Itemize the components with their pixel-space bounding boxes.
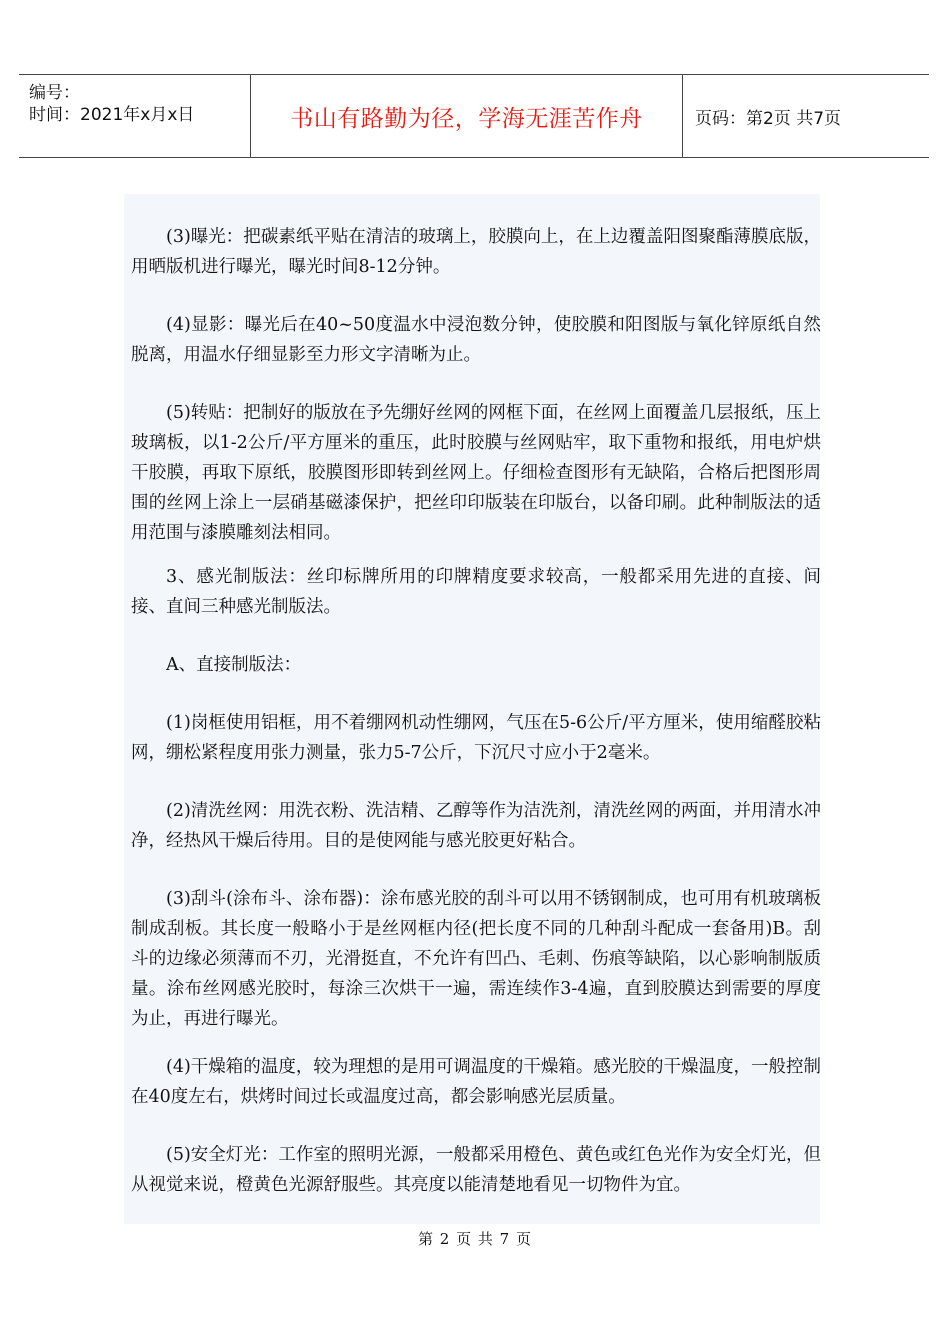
- paragraph-photosensitive-method: 3、感光制版法：丝印标牌所用的印牌精度要求较高，一般都采用先进的直接、间接、直间三种感光制版法。: [131, 567, 821, 617]
- paragraph-safety-light: (5)安全灯光：工作室的照明光源，一般都采用橙色、黄色或红色光作为安全灯光，但从视觉来说，橙黄色光源舒服些。其亮度以能清楚地看见一切物件为宜。: [131, 1145, 821, 1195]
- section-heading-direct-method: A、直接制版法：: [166, 655, 302, 675]
- paragraph-exposure: (3)曝光：把碳素纸平贴在清洁的玻璃上，胶膜向上，在上边覆盖阳图聚酯薄膜底版，用晒版机进行曝光，曝光时间8-12分钟。: [131, 227, 821, 277]
- page-info-label: 页码：第2页 共7页: [695, 108, 842, 129]
- paragraph-coating-trough: (3)刮斗(涂布斗、涂布器)：涂布感光胶的刮斗可以用不锈钢制成，也可用有机玻璃板制成刮板。其长度一般略小于是丝网框内径(把长度不同的几种刮斗配成一套备用)B。刮斗的边缘必须薄而不刃，光滑挺直，不允许有凹凸、毛刺、伤痕等缺陷，以心影响制版质量。涂布丝网感光胶时，每涂三次烘干一遍，需连续作3-4遍，直到胶膜达到需要的厚度为止，再进行曝光。: [131, 889, 821, 1029]
- paragraph-drying-box: (4)干燥箱的温度，较为理想的是用可调温度的干燥箱。感光胶的干燥温度，一般控制在40度左右，烘烤时间过长或温度过高，都会影响感光层质量。: [131, 1057, 821, 1107]
- document-body: [124, 194, 820, 1224]
- paragraph-transfer: (5)转贴：把制好的版放在予先绷好丝网的网框下面，在丝网上面覆盖几层报纸，压上玻璃板，以1-2公斤/平方厘米的重压，此时胶膜与丝网贴牢，取下重物和报纸，用电炉烘干胶膜，再取下原纸，胶膜图形即转到丝网上。仔细检查图形有无缺陷，合格后把图形周围的丝网上涂上一层硝基磁漆保护，把丝印印版装在印版台，以备印刷。此种制版法的适用范围与漆膜雕刻法相同。: [131, 403, 821, 543]
- paragraph-development: (4)显影：曝光后在40~50度温水中浸泡数分钟，使胶膜和阳图版与氧化锌原纸自然脱离，用温水仔细显影至力形文字清晰为止。: [131, 315, 821, 365]
- paragraph-cleaning-mesh: (2)清洗丝网：用洗衣粉、洗洁精、乙醇等作为洁洗剂，清洗丝网的两面，并用清水冲净，经热风干燥后待用。目的是使网能与感光胶更好粘合。: [131, 801, 821, 851]
- header-right-cell: [683, 75, 929, 157]
- header-left-cell: [19, 75, 251, 157]
- paragraph-frame: (1)岗框使用铝框，用不着绷网机动性绷网，气压在5-6公斤/平方厘米，使用缩醛胶粘网，绷松紧程度用张力测量，张力5-7公斤，下沉尺寸应小于2毫米。: [131, 713, 821, 763]
- page-header: [19, 74, 929, 158]
- page-footer: 第 2 页 共 7 页: [418, 1230, 532, 1248]
- motto-text: 书山有路勤为径，学海无涯苦作舟: [290, 105, 643, 132]
- document-number-label: 编号：: [29, 83, 80, 103]
- header-middle-cell: [251, 75, 683, 157]
- document-time-label: 时间：2021年x月x日: [29, 105, 195, 125]
